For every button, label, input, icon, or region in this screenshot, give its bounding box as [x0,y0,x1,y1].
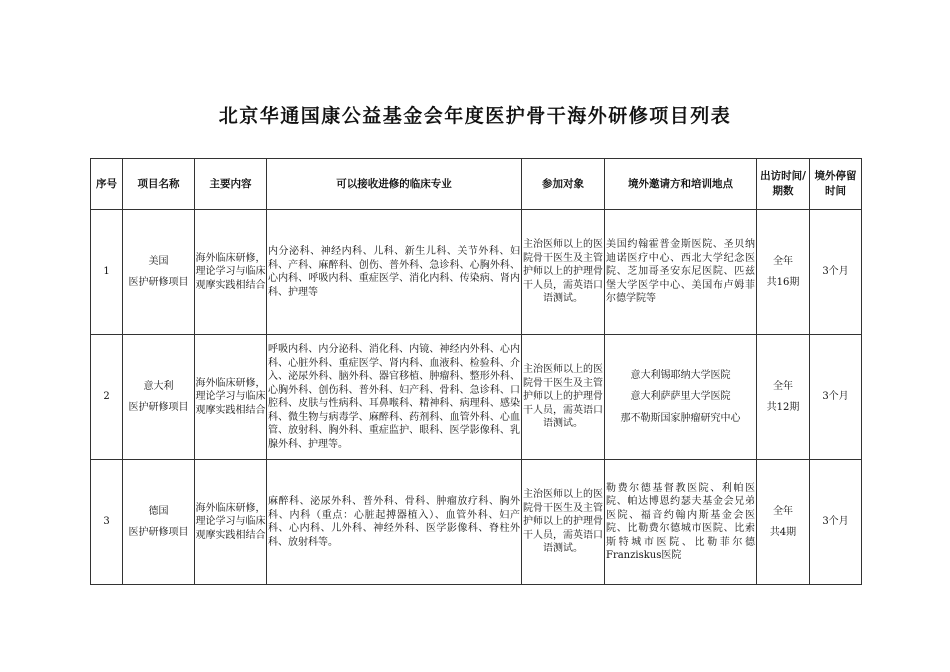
time-year: 全年 [773,380,793,392]
stay-cell: 3个月 [810,460,862,585]
header-no: 序号 [91,159,123,210]
participants-cell: 主治医师以上的医院骨干医生及主管护师以上的护理骨干人员，需英语口语测试。 [522,210,605,335]
project-country: 意大利 [143,380,174,392]
stay-cell: 3个月 [810,335,862,460]
header-project-name: 项目名称 [123,159,195,210]
table-row [91,210,862,335]
content-cell: 海外临床研修，理论学习与临床观摩实践相结合 [195,460,267,585]
time-year: 全年 [773,255,793,267]
header-stay: 境外停留时间 [810,159,862,210]
host-item: 意大利锡耶纳大学医院 [630,369,731,381]
time-periods: 共4期 [769,527,797,538]
host-item: 那不勒斯国家肿瘤研究中心 [620,412,741,424]
specialties-cell: 呼吸内科、内分泌科、消化科、内镜、神经内外科、心内科、心脏外科、重症医学、肾内科、血液科、检验科、介入、泌尿外科、脑外科、器官移植、肿瘤科、整形外科、心胸外科、创伤科、普外科、妇产科、骨科、急诊科、口腔科、皮肤与性病科、耳鼻喉科、精神科、病理科、感染科、微生物与病毒学、麻醉科、药剂科、血管外科、心血管、放射科、胸外科、重症监护、眼科、医学影像科、乳腺外科、护理等。 [267,335,522,460]
time-year: 全年 [773,505,793,517]
time-cell [757,210,810,335]
project-name-cell [123,210,195,335]
time-cell [757,335,810,460]
host-item: 意大利萨萨里大学医院 [630,391,731,403]
participants-cell: 主治医师以上的医院骨干医生及主管护师以上的护理骨干人员，需英语口语测试。 [522,460,605,585]
header-participants: 参加对象 [522,159,605,210]
host-item: 美国约翰霍普金斯医院、圣贝纳迪诺医疗中心、西北大学纪念医院、芝加哥圣安东尼医院、匹兹堡大学医学中心、美国布卢姆菲尔德学院等 [606,239,755,305]
page-title: 北京华通国康公益基金会年度医护骨干海外研修项目列表 [218,105,732,127]
content-cell: 海外临床研修，理论学习与临床观摩实践相结合 [195,210,267,335]
project-name-cell [123,460,195,585]
time-periods: 共12期 [766,402,800,413]
project-table [90,158,862,585]
project-type: 医护研修项目 [128,402,189,413]
header-specialties: 可以接收进修的临床专业 [267,159,522,210]
participants-cell: 主治医师以上的医院骨干医生及主管护师以上的护理骨干人员，需英语口语测试。 [522,335,605,460]
stay-cell: 3个月 [810,210,862,335]
header-hosts: 境外邀请方和培训地点 [605,159,757,210]
header-time: 出访时间/期数 [757,159,810,210]
hosts-cell [605,210,757,335]
row-no: 3 [91,460,123,585]
time-cell [757,460,810,585]
project-country: 美国 [148,255,169,267]
project-name-cell [123,335,195,460]
table-header-row [91,159,862,210]
hosts-cell [605,335,757,460]
table-row [91,335,862,460]
hosts-cell [605,460,757,585]
project-type: 医护研修项目 [128,277,189,288]
specialties-cell: 内分泌科、神经内科、儿科、新生儿科、关节外科、妇科、产科、麻醉科、创伤、普外科、急诊科、心胸外科、心内科、呼吸内科、重症医学、消化内科、传染病、肾内科、护理等 [267,210,522,335]
table-row [91,460,862,585]
specialties-cell: 麻醉科、泌尿外科、普外科、骨科、肿瘤放疗科、胸外科、内科（重点：心脏起搏器植入）、血管外科、妇产科、心内科、儿外科、神经外科、医学影像科、脊柱外科、放射科等。 [267,460,522,585]
row-no: 1 [91,210,123,335]
time-periods: 共16期 [766,277,800,288]
project-country: 德国 [148,505,169,517]
row-no: 2 [91,335,123,460]
content-cell: 海外临床研修，理论学习与临床观摩实践相结合 [195,335,267,460]
host-item: 勒费尔德基督教医院、利帕医院、帕达博恩约瑟夫基金会兄弟医院、福音约翰内斯基金会医院、比勒费尔德城市医院、比索斯特城市医院、比勒菲尔德Franziskus医院 [606,482,755,561]
header-content: 主要内容 [195,159,267,210]
project-type: 医护研修项目 [128,527,189,538]
